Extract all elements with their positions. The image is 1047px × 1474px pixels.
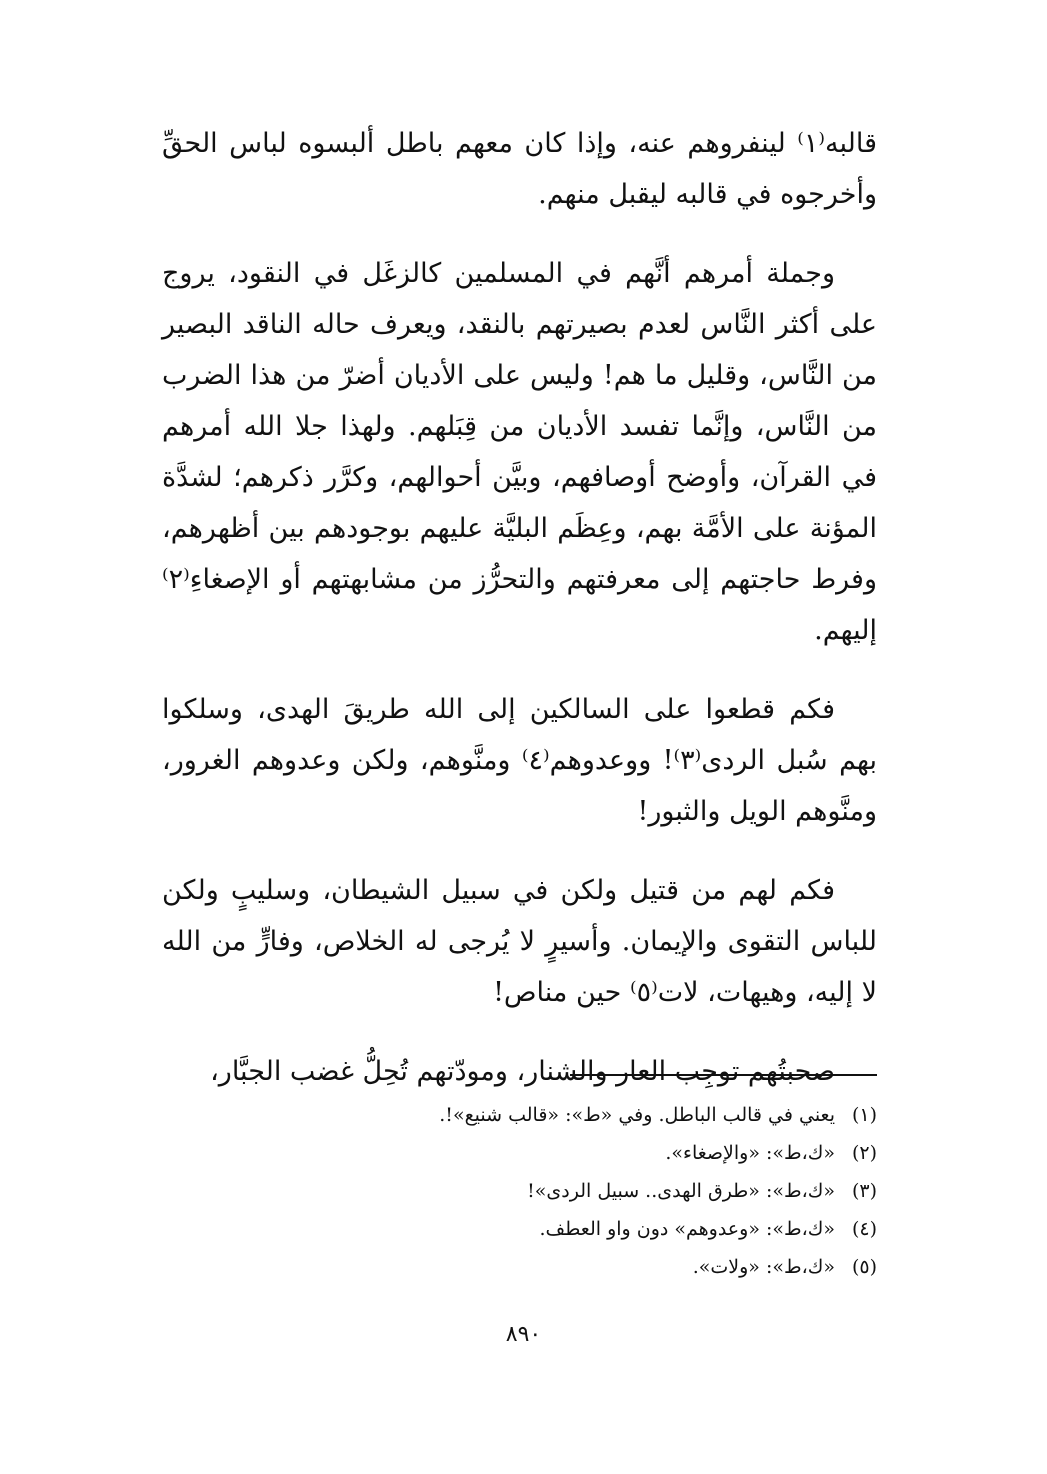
footnote-item-3 xyxy=(162,1172,877,1210)
page-number: ٨٩٠ xyxy=(505,1322,542,1347)
footnote-text: «ك،ط»: «طرق الهدى.. سبيل الردى»! xyxy=(527,1180,835,1202)
paragraph-2: وجملة أمرهم أنَّهم في المسلمين كالزغَل في النقود، يروج على أكثر النَّاس لعدم بصيرتهم بالنقد، ويعرف حاله الناقد البصير من النَّاس، وقليل ما هم! وليس على الأديان أضرّ من هذا الضرب من النَّاس، وإنَّما تفسد الأديان من قِبَلهم. ولهذا جلا الله أمرهم في القرآن، وأوضح أوصافهم، وبيَّن أحوالهم، وكرَّر ذكرهم؛ لشدَّة المؤنة على الأمَّة بهم، وعِظَم البليَّة عليهم بوجودهم بين أظهرهم، وفرط حاجتهم إلى معرفتهم والتحرُّز من مشابهتهم أو الإصغاءِ⁽٢⁾ إليهم. xyxy=(162,258,877,646)
footnote-item-4 xyxy=(162,1210,877,1248)
footnote-separator xyxy=(570,1074,877,1076)
footnote-number: (٤) xyxy=(851,1218,877,1240)
footnote-number: (٥) xyxy=(851,1256,877,1278)
footnote-number: (١) xyxy=(851,1104,877,1126)
footnote-item-1 xyxy=(162,1096,877,1134)
footnote-text: «ك،ط»: «وعدوهم» دون واو العطف. xyxy=(539,1218,835,1240)
paragraph-1: قالبه⁽١⁾ لينفروهم عنه، وإذا كان معهم باطل ألبسوه لباس الحقِّ وأخرجوه في قالبه ليقبل منهم. xyxy=(162,128,877,210)
footnote-number: (٣) xyxy=(851,1180,877,1202)
footnote-item-5 xyxy=(162,1248,877,1286)
footnote-text: «ك،ط»: «ولات». xyxy=(692,1256,835,1278)
footnote-number: (٢) xyxy=(851,1142,877,1164)
footnotes-list xyxy=(162,1096,877,1286)
footnote-text: يعني في قالب الباطل. وفي «ط»: «قالب شنيع»!. xyxy=(439,1104,835,1126)
footnote-item-2 xyxy=(162,1134,877,1172)
paragraph-4: فكم لهم من قتيل ولكن في سبيل الشيطان، وسليبٍ ولكن للباس التقوى والإيمان. وأسيرٍ لا يُرجى له الخلاص، وفارٍّ من الله لا إليه، وهيهات، لات⁽٥⁾ حين مناص! xyxy=(162,875,877,1008)
paragraph-5: صحبتُهم توجِب العار والشنار، ومودّتهم تُحِلُّ غضب الجبَّار، xyxy=(210,1056,835,1087)
main-text xyxy=(162,118,877,1097)
paragraph-3: فكم قطعوا على السالكين إلى الله طريقَ الهدى، وسلكوا بهم سُبل الردى⁽٣⁾! ووعدوهم⁽٤⁾ ومنَّوهم، ولكن وعدوهم الغرور، ومنَّوهم الويل والثبور! xyxy=(162,694,877,827)
footnote-text: «ك،ط»: «والإصغاء». xyxy=(665,1142,835,1164)
